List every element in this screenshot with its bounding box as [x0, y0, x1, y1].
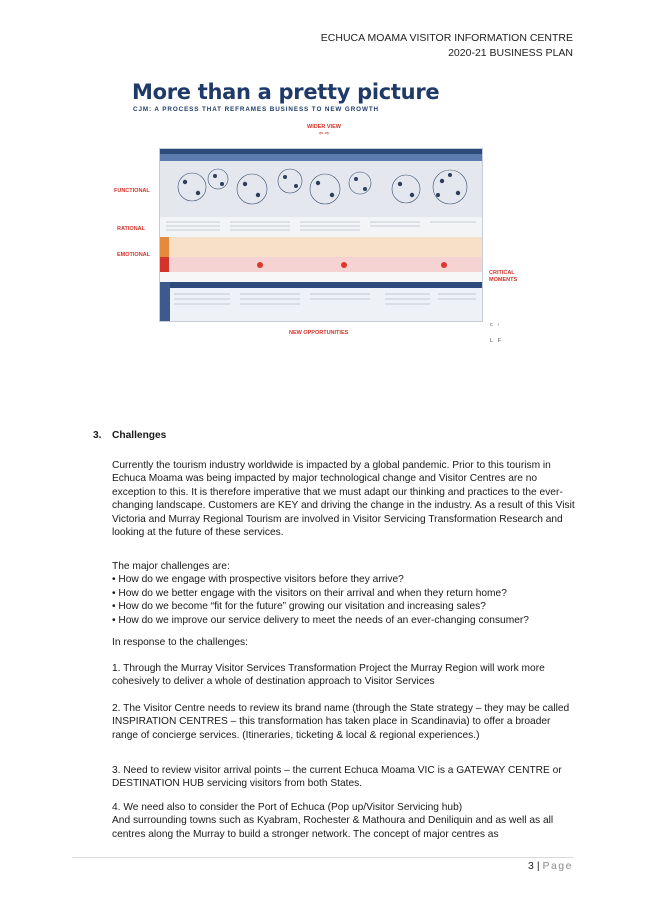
list-item: • How do we engage with prospective visitors before they arrive?: [112, 574, 404, 586]
footer-divider: [72, 857, 573, 858]
new-opportunities-label: NEW OPPORTUNITIES: [289, 330, 349, 336]
page-word: Page: [542, 860, 573, 872]
section-heading: [93, 430, 166, 441]
section-title: Challenges: [112, 430, 167, 441]
response-point-2: 2. The Visitor Centre needs to review its brand name (through the State strategy – they may be called INSPIRATION CENTRES – this transformation has taken place in Scandinavia) to offer a broader range of concierge services. (Itineraries, ticketing & local & regional experiences.): [112, 703, 570, 741]
response-point-4-lead: 4. We need also to consider the Port of Echuca (Pop up/Visitor Servicing hub): [112, 802, 463, 813]
paragraph: Currently the tourism industry worldwide is impacted by a global pandemic. Prior to this tourism in Echuca Moama was being impacted by major technological change and Visitor Centres are no exception to this. It is therefore imperative that we must adapt our thinking and practices to the ever-changing landscape. Customers are KEY and driving the change in the industry. As a result of this Visit Victoria and Murray Regional Tourism are involved in Visitor Servicing Transformation Research and looking at the future of these services.: [112, 460, 575, 539]
critical-moments-label: CRITICAL MOMENTS: [489, 270, 518, 283]
page-number: 3: [528, 860, 534, 872]
list-item: • How do we better engage with the visitors on their arrival and when they return home?: [112, 587, 507, 599]
cropped-glyph: c ›: [490, 322, 500, 328]
row-label-functional: FUNCTIONAL: [114, 188, 150, 194]
footer-separator: |: [536, 860, 540, 872]
figure-title: More than a pretty picture: [132, 80, 440, 104]
challenges-list-block: [112, 560, 577, 627]
challenges-intro: The major challenges are:: [112, 561, 230, 572]
wider-view-text: WIDER VIEW: [307, 124, 341, 130]
wider-view-arrows: ⇦ ⇨: [318, 131, 330, 137]
response-point-1: 1. Through the Murray Visitor Services Transformation Project the Murray Region will work more cohesively to deliver a whole of destination approach to Visitor Services: [112, 663, 545, 688]
header-organisation: ECHUCA MOAMA VISITOR INFORMATION CENTRE: [320, 32, 573, 44]
row-label-rational: RATIONAL: [117, 226, 146, 232]
page-header: [321, 31, 573, 61]
figure-subtitle: CJM: A PROCESS THAT REFRAMES BUSINESS TO NEW GROWTH: [133, 106, 380, 113]
list-item: • How do we become “fit for the future” growing our visitation and increasing sales?: [112, 601, 486, 613]
cropped-glyph: L F: [490, 338, 502, 344]
response-intro: In response to the challenges:: [112, 637, 248, 648]
paragraph-context: [112, 459, 577, 539]
section-number: 3.: [93, 430, 102, 441]
header-document-title: 2020-21 BUSINESS PLAN: [448, 47, 573, 59]
list-item: • How do we improve our service delivery to meet the needs of an ever-changing consumer?: [112, 614, 529, 626]
response-point-4: [112, 801, 577, 841]
row-label-emotional: EMOTIONAL: [117, 252, 150, 258]
wider-view-label: [304, 124, 344, 138]
customer-journey-map-figure: [114, 80, 532, 350]
response-point-4-body: And surrounding towns such as Kyabram, Rochester & Mathoura and Deniliquin and as well as all centres along the Murray to build a stronger network. The concept of major centres as: [112, 815, 554, 840]
response-point-3: 3. Need to review visitor arrival points – the current Echuca Moama VIC is a GATEWAY CENTRE or DESTINATION HUB servicing visitors from both States.: [112, 765, 562, 790]
journey-map-image: [159, 148, 483, 322]
page-footer: [528, 860, 573, 872]
